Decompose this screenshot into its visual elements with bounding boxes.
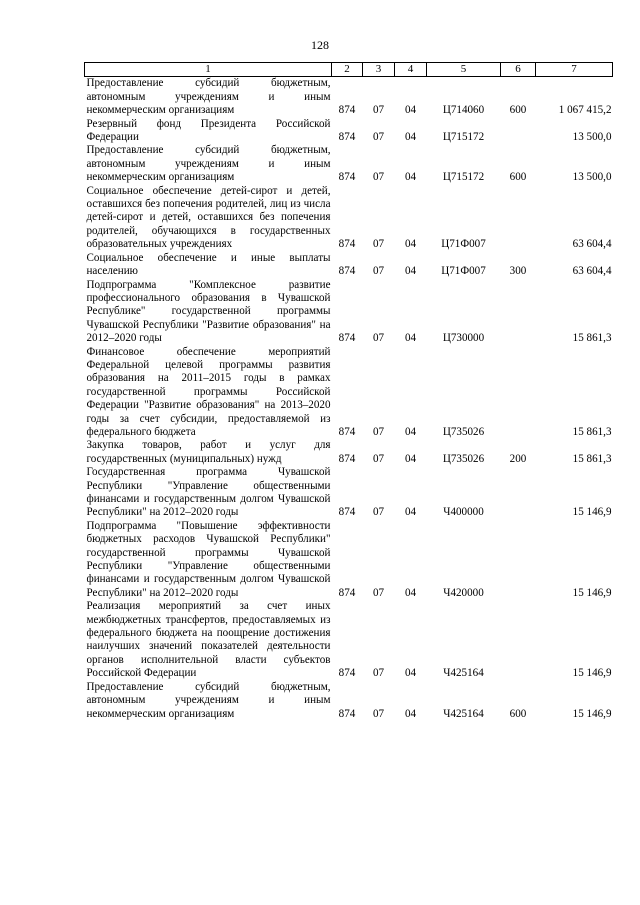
header-col-4: 4 xyxy=(395,63,427,77)
row-target-article: Ц730000 xyxy=(442,332,485,345)
row-name: Закупка товаров, работ и услуг для государственных (муниципальных) нужд xyxy=(86,439,331,465)
row-section-code: 07 xyxy=(372,265,385,278)
row-ministry-code: 874 xyxy=(338,506,356,519)
row-name: Предоставление субсидий бюджетным, автономным учреждениям и иным некоммерческим организациям xyxy=(86,680,331,720)
row-name: Подпрограмма "Повышение эффективности бюджетных расходов Чувашской Республики" государственной программы Чувашской Республики "Управление общественными финансами и государственным долгом Чувашской Республики" на 2012–2020 годы xyxy=(86,519,331,599)
row-expense-type: 200 xyxy=(509,452,527,465)
table-header xyxy=(85,63,613,77)
row-amount: 63 604,4 xyxy=(572,238,612,251)
row-name: Предоставление субсидий бюджетным, автономным учреждениям и иным некоммерческим организациям xyxy=(86,77,331,117)
row-section-code: 07 xyxy=(372,586,385,599)
table-body xyxy=(85,77,613,721)
row-section-code: 07 xyxy=(372,131,385,144)
row-section-code: 07 xyxy=(372,667,385,680)
row-expense-type: 600 xyxy=(509,171,527,184)
row-ministry-code: 874 xyxy=(338,131,356,144)
row-expense-type: 300 xyxy=(509,265,527,278)
row-section-code: 07 xyxy=(372,452,385,465)
row-target-article: Ц715172 xyxy=(442,171,485,184)
row-expense-type xyxy=(501,346,536,440)
row-section-code: 07 xyxy=(372,171,385,184)
row-expense-type xyxy=(501,600,536,680)
row-target-article: Ч420000 xyxy=(443,586,484,599)
row-amount: 15 861,3 xyxy=(572,452,612,465)
row-subsection-code: 04 xyxy=(404,506,417,519)
row-section-code: 07 xyxy=(372,104,385,117)
row-subsection-code: 04 xyxy=(404,238,417,251)
row-ministry-code: 874 xyxy=(338,332,356,345)
row-section-code: 07 xyxy=(372,506,385,519)
row-name: Предоставление субсидий бюджетным, автономным учреждениям и иным некоммерческим организациям xyxy=(86,144,331,184)
row-expense-type xyxy=(501,520,536,600)
row-ministry-code: 874 xyxy=(338,586,356,599)
table-row xyxy=(85,144,613,184)
row-subsection-code: 04 xyxy=(404,265,417,278)
header-col-5: 5 xyxy=(427,63,501,77)
row-section-code: 07 xyxy=(372,707,385,720)
row-name: Социальное обеспечение и иные выплаты населению xyxy=(86,251,331,278)
row-ministry-code: 874 xyxy=(338,667,356,680)
row-amount: 1 067 415,2 xyxy=(558,104,612,117)
row-target-article: Ц714060 xyxy=(442,104,485,117)
row-target-article: Ч425164 xyxy=(443,707,484,720)
row-name: Реализация мероприятий за счет иных межбюджетных трансфертов, предоставляемых из федерального бюджета на поощрение достижения наилучших значений показателей деятельности органов исполнительной власти субъектов Российской Федерации xyxy=(86,600,331,680)
row-amount: 15 146,9 xyxy=(572,707,612,720)
row-section-code: 07 xyxy=(372,425,385,438)
row-amount: 15 146,9 xyxy=(572,506,612,519)
row-expense-type xyxy=(501,466,536,520)
table-row xyxy=(85,346,613,440)
row-ministry-code: 874 xyxy=(338,238,356,251)
row-expense-type xyxy=(501,118,536,145)
table-row xyxy=(85,439,613,466)
header-col-1: 1 xyxy=(85,63,332,77)
row-target-article: Ч425164 xyxy=(443,667,484,680)
row-section-code: 07 xyxy=(372,238,385,251)
row-amount: 15 861,3 xyxy=(572,332,612,345)
row-expense-type: 600 xyxy=(509,707,527,720)
table-row xyxy=(85,118,613,145)
table-row xyxy=(85,681,613,721)
row-amount: 13 500,0 xyxy=(572,171,612,184)
header-row xyxy=(85,63,613,77)
row-amount: 15 146,9 xyxy=(572,667,612,680)
row-ministry-code: 874 xyxy=(338,104,356,117)
row-target-article: Ц735026 xyxy=(442,452,485,465)
row-ministry-code: 874 xyxy=(338,265,356,278)
row-amount: 63 604,4 xyxy=(572,265,612,278)
row-subsection-code: 04 xyxy=(404,707,417,720)
row-subsection-code: 04 xyxy=(404,171,417,184)
table-row xyxy=(85,600,613,680)
row-ministry-code: 874 xyxy=(338,452,356,465)
row-amount: 15 861,3 xyxy=(572,425,612,438)
page-number: 128 xyxy=(311,38,329,52)
table-row xyxy=(85,279,613,346)
row-ministry-code: 874 xyxy=(338,707,356,720)
row-target-article: Ц735026 xyxy=(442,425,485,438)
row-subsection-code: 04 xyxy=(404,332,417,345)
table-row xyxy=(85,252,613,279)
row-subsection-code: 04 xyxy=(404,667,417,680)
row-subsection-code: 04 xyxy=(404,452,417,465)
row-ministry-code: 874 xyxy=(338,425,356,438)
row-amount: 15 146,9 xyxy=(572,586,612,599)
row-name: Социальное обеспечение детей-сирот и детей, оставшихся без попечения родителей, лиц из числа детей-сирот и детей, оставшихся без попечения родителей, обучающихся в государственных образовательных учреждениях xyxy=(86,184,331,251)
row-name: Государственная программа Чувашской Республики "Управление общественными финансами и государственным долгом Чувашской Республики" на 2012–2020 годы xyxy=(86,466,331,519)
row-name: Резервный фонд Президента Российской Федерации xyxy=(86,117,331,144)
row-target-article: Ц71Ф007 xyxy=(441,265,486,278)
row-ministry-code: 874 xyxy=(338,171,356,184)
row-subsection-code: 04 xyxy=(404,131,417,144)
row-subsection-code: 04 xyxy=(404,586,417,599)
budget-table xyxy=(84,62,613,721)
row-target-article: Ч400000 xyxy=(443,506,484,519)
table-row xyxy=(85,185,613,252)
row-expense-type: 600 xyxy=(509,104,527,117)
table-row xyxy=(85,520,613,600)
row-target-article: Ц71Ф007 xyxy=(441,238,486,251)
row-section-code: 07 xyxy=(372,332,385,345)
header-col-3: 3 xyxy=(363,63,395,77)
header-col-2: 2 xyxy=(332,63,363,77)
table-row xyxy=(85,466,613,520)
row-name: Подпрограмма "Комплексное развитие профессионального образования в Чувашской Республике" государственной программы Чувашской Республики "Развитие образования" на 2012–2020 годы xyxy=(86,278,331,345)
row-subsection-code: 04 xyxy=(404,425,417,438)
row-target-article: Ц715172 xyxy=(442,131,485,144)
row-amount: 13 500,0 xyxy=(572,131,612,144)
row-expense-type xyxy=(501,185,536,252)
header-col-7: 7 xyxy=(536,63,613,77)
row-expense-type xyxy=(501,279,536,346)
row-subsection-code: 04 xyxy=(404,104,417,117)
header-col-6: 6 xyxy=(501,63,536,77)
table-row xyxy=(85,77,613,118)
row-name: Финансовое обеспечение мероприятий Федеральной целевой программы развития образования на 2011–2015 годы в рамках государственной программы Российской Федерации "Развитие образования" на 2013–2020 годы за счет субсидии, предоставляемой из федерального бюджета xyxy=(86,345,331,438)
